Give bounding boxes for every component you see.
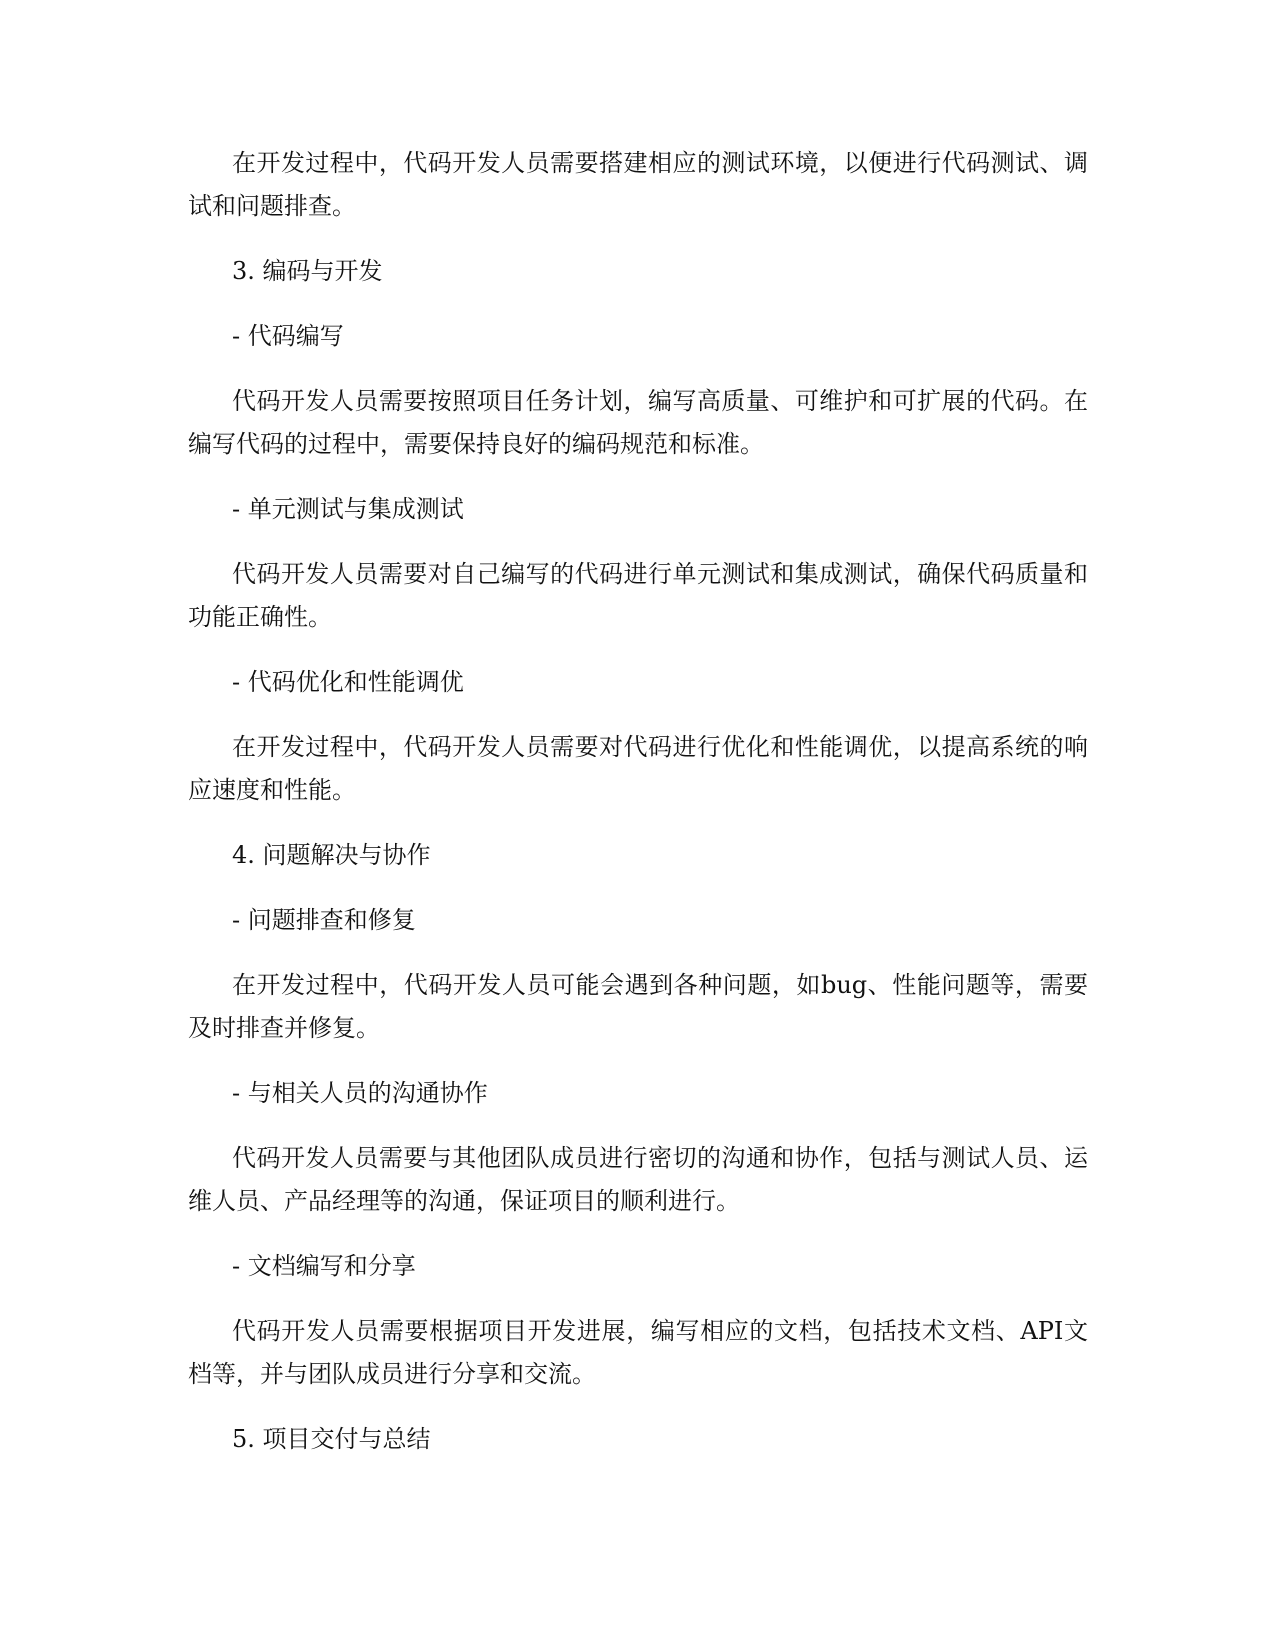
subheading-documentation: - 文档编写和分享 (232, 1252, 416, 1280)
paragraph-communication: 代码开发人员需要与其他团队成员进行密切的沟通和协作，包括与测试人员、运维人员、产品经理等的沟通，保证项目的顺利进行。 (188, 1144, 1088, 1215)
paragraph-code-writing: 代码开发人员需要按照项目任务计划，编写高质量、可维护和可扩展的代码。在编写代码的过程中，需要保持良好的编码规范和标准。 (188, 387, 1088, 458)
section-heading-coding-development: 3. 编码与开发 (232, 257, 383, 285)
section-heading-project-delivery: 5. 项目交付与总结 (232, 1425, 431, 1453)
subheading-unit-integration-testing: - 单元测试与集成测试 (232, 495, 464, 523)
paragraph-documentation: 代码开发人员需要根据项目开发进展，编写相应的文档，包括技术文档、API文档等，并与团队成员进行分享和交流。 (188, 1317, 1088, 1388)
document-body (188, 142, 1088, 1483)
section-heading-problem-solving: 4. 问题解决与协作 (232, 841, 431, 869)
paragraph-unit-integration-testing: 代码开发人员需要对自己编写的代码进行单元测试和集成测试，确保代码质量和功能正确性。 (188, 560, 1088, 631)
paragraph-test-environment: 在开发过程中，代码开发人员需要搭建相应的测试环境，以便进行代码测试、调试和问题排查。 (188, 149, 1088, 220)
paragraph-code-optimization: 在开发过程中，代码开发人员需要对代码进行优化和性能调优，以提高系统的响应速度和性能。 (188, 733, 1088, 804)
subheading-code-optimization: - 代码优化和性能调优 (232, 668, 464, 696)
subheading-communication: - 与相关人员的沟通协作 (232, 1079, 488, 1107)
subheading-code-writing: - 代码编写 (232, 322, 344, 350)
paragraph-troubleshooting: 在开发过程中，代码开发人员可能会遇到各种问题，如bug、性能问题等，需要及时排查并修复。 (188, 971, 1088, 1042)
subheading-troubleshooting: - 问题排查和修复 (232, 906, 416, 934)
